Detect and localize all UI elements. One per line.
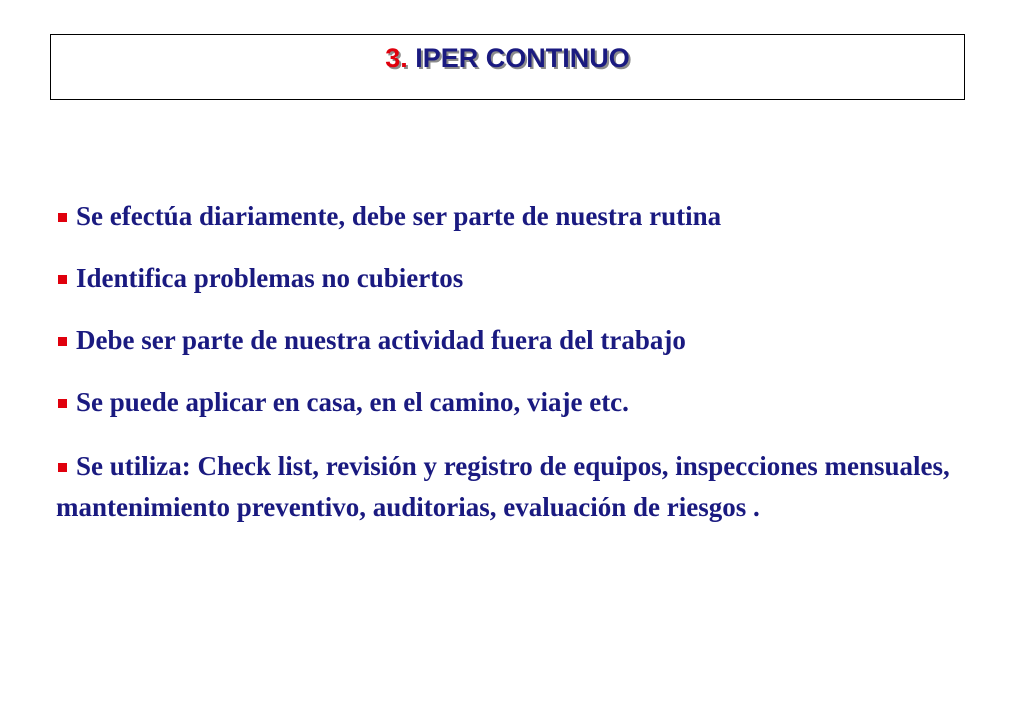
bullet-text: Se puede aplicar en casa, en el camino, viaje etc. [76, 387, 629, 417]
red-square-bullet-icon [58, 337, 67, 346]
bullet-item [56, 446, 986, 528]
bullet-text: Se utiliza: Check list, revisión y registro de equipos, inspecciones mensuales, mantenimiento preventivo, auditorias, evaluación de riesgos . [56, 451, 950, 522]
bullet-text: Se efectúa diariamente, debe ser parte de nuestra rutina [76, 201, 722, 231]
bullet-item [56, 322, 986, 359]
bullet-item [56, 384, 986, 421]
bullet-list [56, 198, 986, 553]
red-square-bullet-icon [58, 463, 67, 472]
bullet-item [56, 260, 986, 297]
title-number: 3. [385, 43, 408, 73]
bullet-item [56, 198, 986, 235]
bullet-text: Identifica problemas no cubiertos [76, 263, 464, 293]
red-square-bullet-icon [58, 275, 67, 284]
title-box [50, 34, 965, 100]
red-square-bullet-icon [58, 399, 67, 408]
red-square-bullet-icon [58, 213, 67, 222]
title-text: IPER CONTINUO [415, 43, 630, 73]
slide-title [51, 41, 964, 75]
bullet-text: Debe ser parte de nuestra actividad fuera del trabajo [76, 325, 686, 355]
